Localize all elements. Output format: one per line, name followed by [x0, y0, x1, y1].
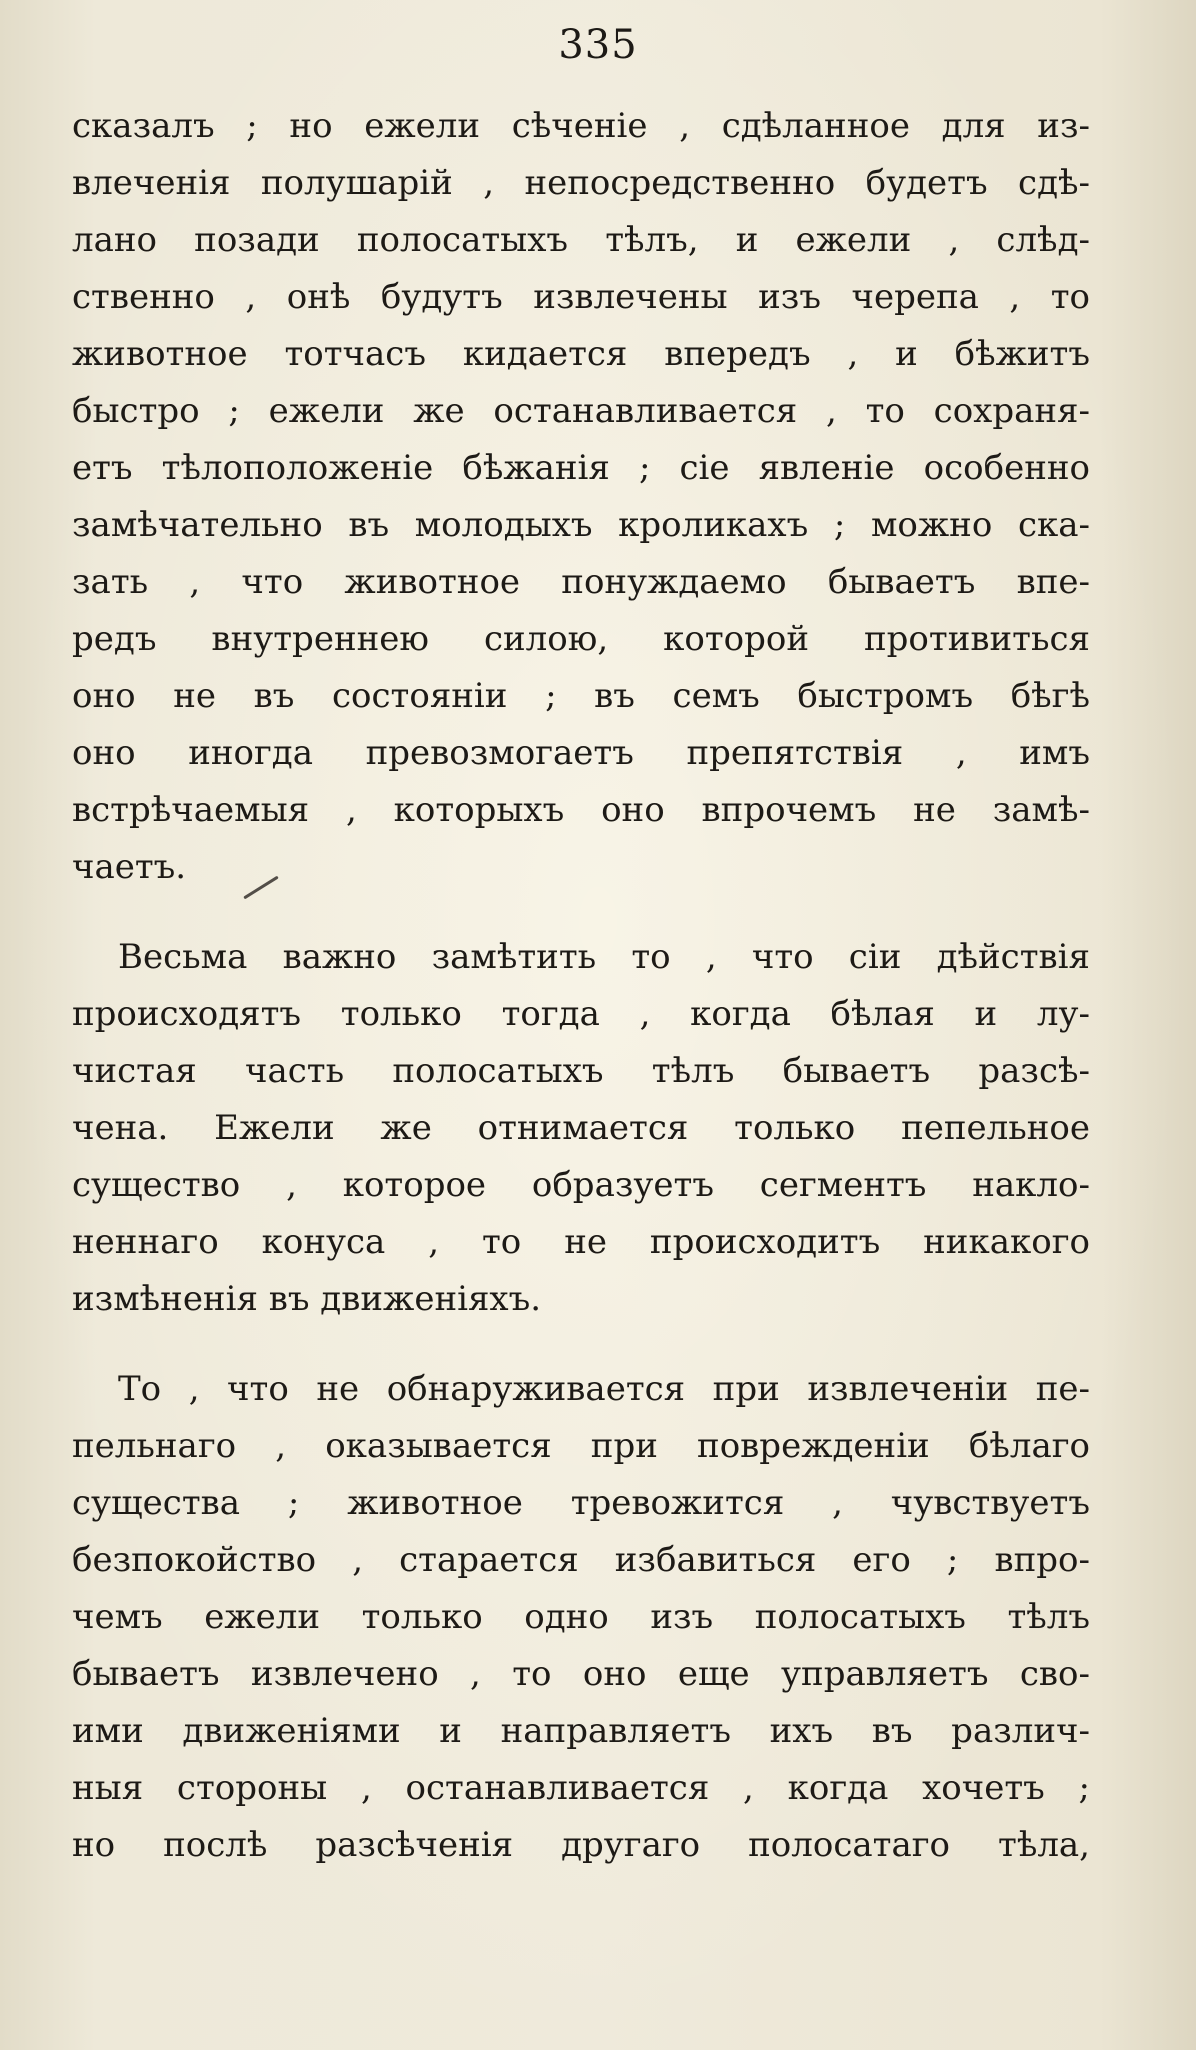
text-line: етъ тѣлоположеніе бѣжанія ; сіе явленіе особенно: [72, 448, 1090, 488]
text-line: животное тотчасъ кидается впередъ , и бѣжитъ: [72, 334, 1090, 374]
text-line: чаетъ.: [72, 847, 187, 887]
page-number: 335: [558, 22, 638, 68]
text-line: неннаго конуса , то не происходитъ никакого: [72, 1222, 1090, 1262]
text-line: безпокойство , старается избавиться его ; впро-: [72, 1540, 1090, 1580]
text-line: но послѣ разсѣченія другаго полосатаго тѣла,: [72, 1825, 1090, 1865]
paragraph-1: [72, 98, 1090, 896]
text-line: чена. Ежели же отнимается только пепельное: [72, 1108, 1090, 1148]
text-line: существо , которое образуетъ сегментъ накло-: [72, 1165, 1090, 1205]
text-line: лано позади полосатыхъ тѣлъ, и ежели , слѣд-: [72, 220, 1090, 260]
text-line: оно иногда превозмогаетъ препятствія , имъ: [72, 733, 1090, 773]
text-line: ственно , онѣ будутъ извлечены изъ черепа , то: [72, 277, 1090, 317]
body-text: [72, 98, 1090, 1874]
text-line: сказалъ ; но ежели сѣченіе , сдѣланное для из-: [72, 106, 1090, 146]
paragraph-2: [72, 929, 1090, 1328]
text-line: ими движеніями и направляетъ ихъ въ различ-: [72, 1711, 1090, 1751]
text-line: чистая часть полосатыхъ тѣлъ бываетъ разсѣ-: [72, 1051, 1090, 1091]
text-line: зать , что животное понуждаемо бываетъ впе-: [72, 562, 1090, 602]
text-line: чемъ ежели только одно изъ полосатыхъ тѣлъ: [72, 1597, 1090, 1637]
text-line: бываетъ извлечено , то оно еще управляетъ сво-: [72, 1654, 1090, 1694]
text-line: Весьма важно замѣтить то , что сіи дѣйствія: [118, 937, 1090, 977]
text-line: редъ внутреннею силою, которой противиться: [72, 619, 1090, 659]
text-line: оно не въ состояніи ; въ семъ быстромъ бѣгѣ: [72, 676, 1090, 716]
text-line: То , что не обнаруживается при извлеченіи пе-: [118, 1369, 1090, 1409]
text-line: существа ; животное тревожится , чувствуетъ: [72, 1483, 1090, 1523]
text-line: быстро ; ежели же останавливается , то сохраня-: [72, 391, 1090, 431]
text-line: замѣчательно въ молодыхъ кроликахъ ; можно ска-: [72, 505, 1090, 545]
text-line: влеченія полушарій , непосредственно будетъ сдѣ-: [72, 163, 1090, 203]
text-line: встрѣчаемыя , которыхъ оно впрочемъ не замѣ-: [72, 790, 1090, 830]
paragraph-3: [72, 1361, 1090, 1874]
text-line: пельнаго , оказывается при поврежденіи бѣлаго: [72, 1426, 1090, 1466]
text-line: ныя стороны , останавливается , когда хочетъ ;: [72, 1768, 1090, 1808]
text-line: измѣненія въ движеніяхъ.: [72, 1279, 542, 1319]
text-line: происходятъ только тогда , когда бѣлая и лу-: [72, 994, 1090, 1034]
